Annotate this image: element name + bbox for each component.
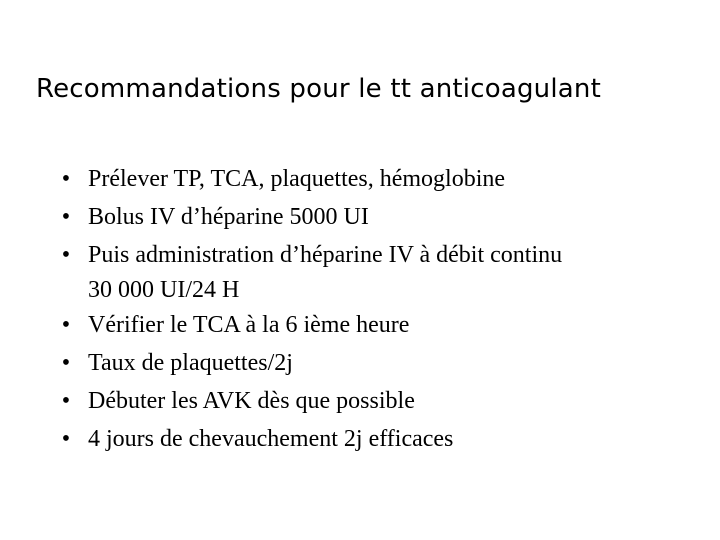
bullet-text: Puis administration d’héparine IV à débit continu — [88, 242, 563, 268]
bullet-icon: • — [61, 242, 71, 268]
bullet-icon: • — [61, 426, 71, 452]
bullet-text: Taux de plaquettes/2j — [88, 350, 293, 376]
slide-title: Recommandations pour le tt anticoagulant — [36, 74, 601, 104]
bullet-icon: • — [61, 204, 71, 230]
bullet-icon: • — [61, 388, 71, 414]
bullet-icon: • — [61, 166, 71, 192]
bullet-text: Débuter les AVK dès que possible — [88, 388, 415, 414]
bullet-text: Bolus IV d’héparine 5000 UI — [88, 204, 369, 230]
bullet-item — [56, 160, 676, 198]
bullet-item — [56, 198, 676, 236]
bullet-list — [56, 160, 676, 458]
bullet-text: 4 jours de chevauchement 2j efficaces — [88, 426, 454, 452]
bullet-text: Prélever TP, TCA, plaquettes, hémoglobine — [88, 166, 506, 192]
bullet-item — [56, 420, 676, 458]
bullet-item — [56, 236, 676, 306]
bullet-item — [56, 382, 676, 420]
bullet-text-continuation: 30 000 UI/24 H — [88, 277, 240, 303]
bullet-icon: • — [61, 350, 71, 376]
bullet-icon: • — [61, 312, 71, 338]
bullet-text: Vérifier le TCA à la 6 ième heure — [88, 312, 410, 338]
bullet-item — [56, 344, 676, 382]
bullet-item — [56, 306, 676, 344]
